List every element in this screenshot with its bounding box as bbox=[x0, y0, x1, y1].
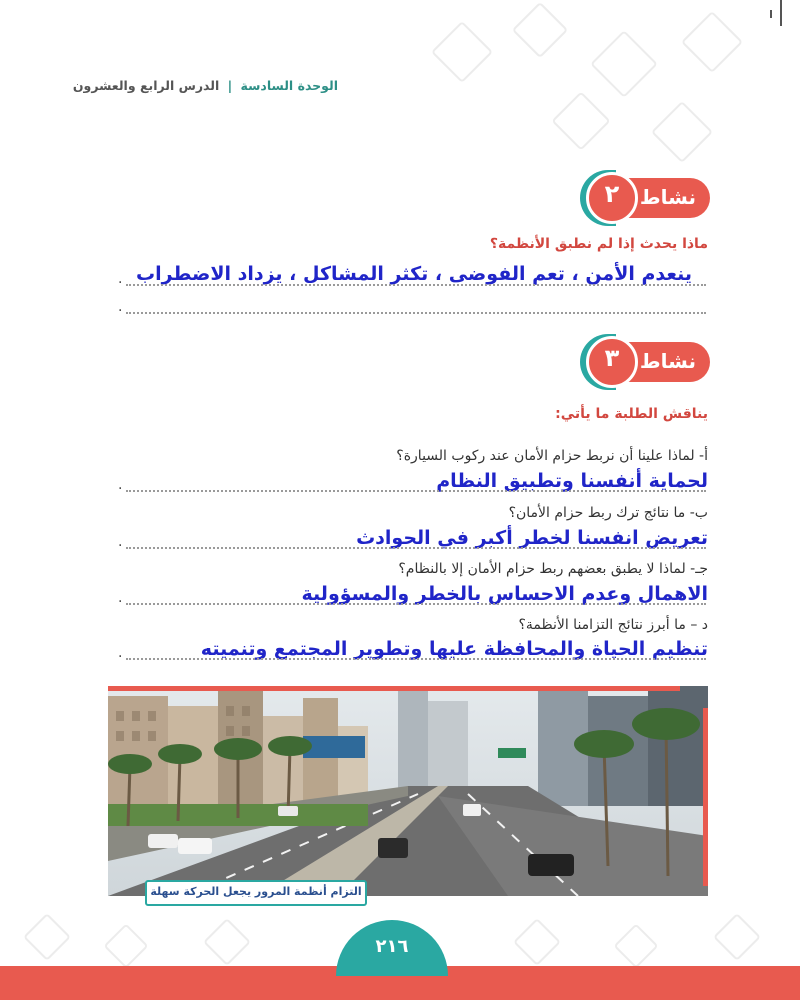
crop-mark bbox=[770, 10, 772, 18]
line-end-dot: . bbox=[118, 534, 123, 550]
header-separator: | bbox=[227, 78, 233, 93]
decorative-pattern bbox=[203, 918, 251, 966]
activity-2-badge bbox=[590, 178, 710, 218]
answer-dotted-line bbox=[126, 490, 706, 492]
activity-2-number: ٢ bbox=[604, 180, 620, 208]
activity-3-number: ٣ bbox=[604, 344, 620, 372]
answer-dotted-line bbox=[126, 658, 706, 660]
item-b-answer: تعريض انفسنا لخطر أكبر في الحوادث bbox=[356, 527, 708, 549]
activity-3-instruction: يناقش الطلبة ما يأتي: bbox=[555, 406, 708, 422]
page-number: ٢١٦ bbox=[375, 936, 409, 957]
decorative-pattern bbox=[23, 913, 71, 961]
lesson-title: الدرس الرابع والعشرون bbox=[72, 78, 220, 93]
item-a-answer: لحماية أنفسنا وتطبيق النظام bbox=[436, 470, 708, 492]
decorative-pattern bbox=[431, 21, 493, 83]
item-d-answer: تنظيم الحياة والمحافظة عليها وتطوير المجتمع وتنميته bbox=[200, 638, 708, 660]
answer-dotted-line bbox=[126, 312, 706, 314]
decorative-pattern bbox=[513, 918, 561, 966]
decorative-pattern bbox=[590, 30, 658, 98]
item-c-prompt: جـ- لماذا لا يطبق بعضهم ربط حزام الأمان إلا بالنظام؟ bbox=[398, 561, 708, 577]
decorative-pattern bbox=[651, 101, 713, 163]
decorative-pattern bbox=[681, 11, 743, 73]
line-end-dot: . bbox=[118, 477, 123, 493]
item-d-prompt: د – ما أبرز نتائج التزامنا الأنظمة؟ bbox=[518, 617, 708, 633]
activity-3-badge bbox=[590, 342, 710, 382]
answer-dotted-line bbox=[126, 603, 706, 605]
decorative-pattern bbox=[103, 923, 148, 968]
photo-frame-top bbox=[108, 686, 680, 691]
item-a-prompt: أ- لماذا علينا أن نربط حزام الأمان عند ركوب السيارة؟ bbox=[396, 448, 708, 464]
line-end-dot: . bbox=[118, 299, 123, 315]
decorative-pattern bbox=[512, 2, 569, 59]
decorative-pattern bbox=[551, 91, 610, 150]
decorative-pattern bbox=[713, 913, 761, 961]
decorative-pattern bbox=[613, 923, 658, 968]
crop-mark bbox=[780, 0, 782, 26]
answer-dotted-line bbox=[126, 284, 706, 286]
item-b-prompt: ب- ما نتائج ترك ربط حزام الأمان؟ bbox=[508, 505, 708, 521]
item-c-answer: الاهمال وعدم الاحساس بالخطر والمسؤولية bbox=[301, 583, 708, 605]
activity-2-answer: ينعدم الأمن ، تعم الفوضى ، تكثر المشاكل ، يزداد الاضطراب bbox=[136, 263, 692, 285]
line-end-dot: . bbox=[118, 645, 123, 661]
activity-2-question: ماذا يحدث إذا لم نطبق الأنظمة؟ bbox=[489, 236, 708, 252]
line-end-dot: . bbox=[118, 271, 123, 287]
activity-3-label: نشاط bbox=[639, 349, 696, 373]
page-header bbox=[73, 78, 338, 93]
unit-title: الوحدة السادسة bbox=[240, 78, 338, 93]
line-end-dot: . bbox=[118, 590, 123, 606]
activity-2-label: نشاط bbox=[639, 185, 696, 209]
traffic-photo bbox=[108, 686, 708, 896]
street-scene-illustration bbox=[108, 686, 708, 896]
photo-caption: التزام أنظمة المرور يجعل الحركة سهلة bbox=[150, 885, 362, 898]
answer-dotted-line bbox=[126, 547, 706, 549]
photo-frame-right bbox=[703, 708, 708, 886]
